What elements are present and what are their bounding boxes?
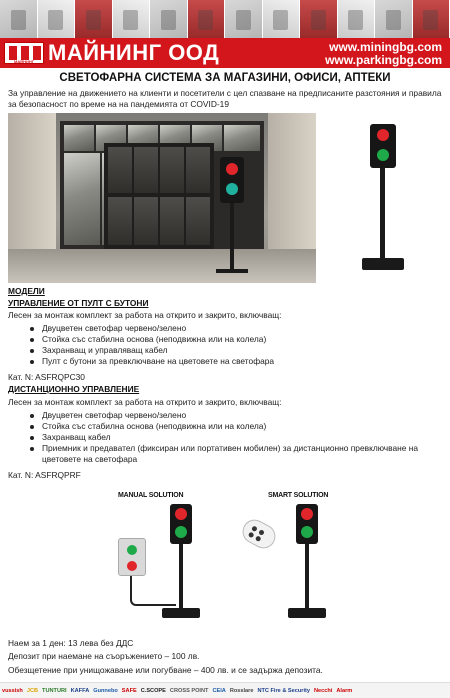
product-thumbnail bbox=[225, 0, 263, 38]
remote-control-icon bbox=[238, 515, 279, 552]
traffic-light-icon bbox=[296, 504, 318, 544]
damage-compensation: Обезщетение при унищожаване или погубване – 400 лв. и се задържа депозита. bbox=[8, 665, 323, 675]
brand-logo: JCB bbox=[26, 687, 39, 694]
list-item: Приемник и предавател (фиксиран или портативен мобилен) за дистанционно превключване на цветовете на светофара bbox=[30, 443, 446, 465]
brand-logo: C.SCOPE bbox=[140, 687, 166, 694]
list-item: Двуцветен светофар червено/зелено bbox=[30, 410, 446, 421]
list-item: Захранващ и управляващ кабел bbox=[30, 345, 274, 356]
intro-text: За управление на движението на клиенти и посетители с цел спазване на предписаните разстояния и правила за безопасност по време на на пандемията от COVID-19 bbox=[8, 88, 442, 109]
control-box-icon bbox=[118, 538, 146, 576]
product-thumbnail bbox=[188, 0, 226, 38]
list-item: Двуцветен светофар червено/зелено bbox=[30, 323, 274, 334]
brand-logo: KAFFA bbox=[70, 687, 90, 694]
product-thumbnail bbox=[38, 0, 76, 38]
product-thumbnail bbox=[300, 0, 338, 38]
models-heading: МОДЕЛИ bbox=[8, 286, 45, 296]
company-name: МАЙНИНГ ООД bbox=[48, 40, 220, 65]
brand-logo: SAFE bbox=[121, 687, 137, 694]
brand-logo: Rosslare bbox=[229, 687, 254, 694]
brand-logo: NTC Fire & Security bbox=[257, 687, 311, 694]
brand-logo: vussish bbox=[2, 687, 23, 694]
product-thumbnail bbox=[75, 0, 113, 38]
product-thumbnail bbox=[113, 0, 151, 38]
list-item: Пулт с бутони за превключване на цветовете на светофара bbox=[30, 356, 274, 367]
model-1-feature-list bbox=[30, 323, 274, 367]
smart-solution-label: SMART SOLUTION bbox=[268, 492, 329, 499]
model-2-lead: Лесен за монтаж комплект за работа на открито и закрито, включващ: bbox=[8, 397, 282, 407]
product-thumbnail bbox=[263, 0, 301, 38]
model-2-catalog-code: Кат. N: ASFRQPRF bbox=[8, 470, 81, 480]
website-link-parking[interactable]: www.parkingbg.com bbox=[325, 53, 442, 67]
rental-price: Наем за 1 ден: 13 лева без ДДС bbox=[8, 638, 134, 648]
page-title: СВЕТОФАРНА СИСТЕМА ЗА МАГАЗИНИ, ОФИСИ, АПТЕКИ bbox=[59, 72, 391, 84]
model-2-feature-list bbox=[30, 410, 446, 465]
storefront-photo bbox=[8, 113, 316, 283]
model-1-heading: УПРАВЛЕНИЕ ОТ ПУЛТ С БУТОНИ bbox=[8, 298, 149, 308]
header-photo-strip bbox=[0, 0, 450, 38]
product-thumbnail bbox=[413, 0, 450, 38]
brand-logo: CEIA bbox=[212, 687, 226, 694]
brand-logo: TUNTURI bbox=[42, 687, 67, 694]
product-thumbnail bbox=[375, 0, 413, 38]
list-item: Стойка със стабилна основа (неподвижна или на колела) bbox=[30, 421, 446, 432]
brand-logo: Alarm bbox=[336, 687, 353, 694]
website-link-mining[interactable]: www.miningbg.com bbox=[329, 40, 442, 54]
brand-logo: Gunnebo bbox=[93, 687, 118, 694]
model-1-catalog-code: Кат. N: ASFRQPC30 bbox=[8, 372, 85, 382]
company-logo-icon bbox=[4, 42, 44, 64]
product-thumbnail bbox=[0, 0, 38, 38]
traffic-light-icon bbox=[220, 157, 244, 203]
product-thumbnail bbox=[338, 0, 376, 38]
list-item: Захранващ кабел bbox=[30, 432, 446, 443]
manual-solution-label: MANUAL SOLUTION bbox=[118, 492, 184, 499]
traffic-light-icon bbox=[170, 504, 192, 544]
deposit-info: Депозит при наемане на съоръжението – 100 лв. bbox=[8, 651, 200, 661]
product-thumbnail bbox=[150, 0, 188, 38]
logo-text: МАЙНИНГ bbox=[13, 59, 34, 64]
list-item: Стойка със стабилна основа (неподвижна или на колела) bbox=[30, 334, 274, 345]
model-1-lead: Лесен за монтаж комплект за работа на открито и закрито, включващ: bbox=[8, 310, 282, 320]
model-2-heading: ДИСТАНЦИОННО УПРАВЛЕНИЕ bbox=[8, 384, 140, 394]
partner-brands-strip bbox=[0, 682, 450, 698]
brand-logo: CROSS POINT bbox=[169, 687, 209, 694]
brand-logo: Necchi bbox=[314, 687, 333, 694]
